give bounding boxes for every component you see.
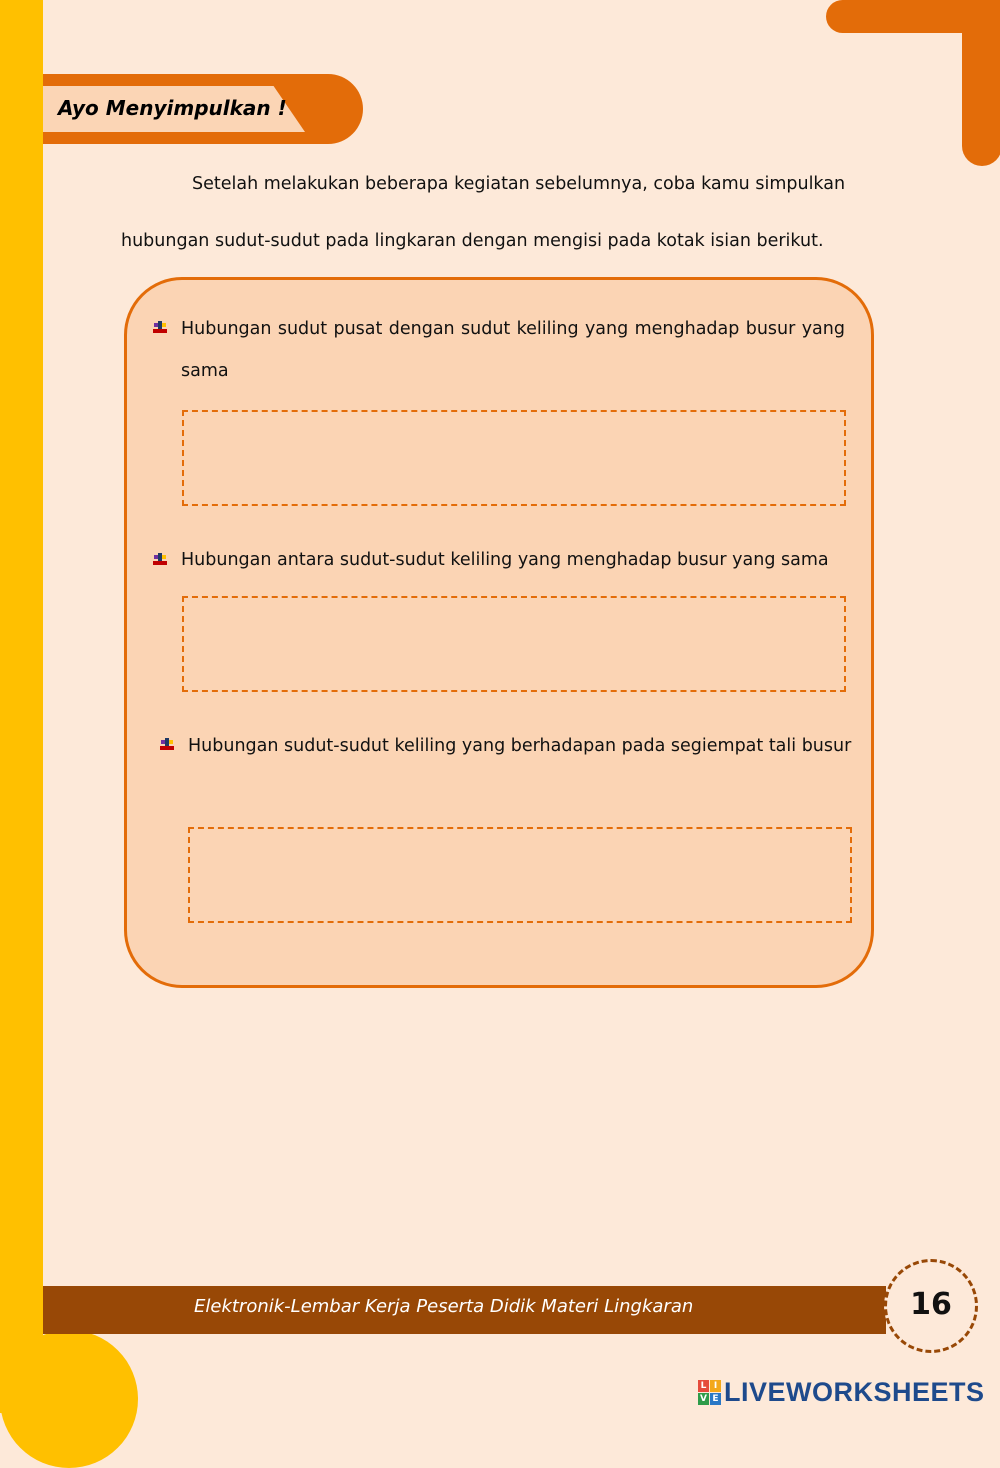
liveworksheets-wordmark: LIVEWORKSHEETS: [724, 1377, 985, 1407]
intro-line-1: Setelah melakukan beberapa kegiatan sebelumnya, coba kamu simpulkan: [192, 174, 846, 194]
bullet-icon: [160, 738, 174, 752]
answer-box-1[interactable]: [182, 410, 846, 506]
question-item-2: [181, 539, 861, 581]
answer-box-2[interactable]: [182, 596, 846, 692]
right-corner-decoration: [962, 0, 1000, 166]
question-text-2: Hubungan antara sudut-sudut keliling yang menghadap busur yang sama: [181, 550, 829, 570]
left-sidebar-stripe: [0, 0, 43, 1413]
answer-box-3[interactable]: [188, 827, 852, 923]
page-number: 16: [884, 1259, 978, 1353]
bullet-icon: [153, 553, 167, 567]
liveworksheets-icon: L I V E: [698, 1380, 722, 1406]
bullet-icon: [153, 321, 167, 335]
intro-line-2: hubungan sudut-sudut pada lingkaran dengan mengisi pada kotak isian berikut.: [121, 231, 824, 251]
question-text-1: Hubungan sudut pusat dengan sudut keliling yang menghadap busur yang sama: [181, 319, 845, 381]
question-item-3: [188, 725, 852, 767]
left-corner-decoration: [0, 1330, 138, 1468]
footer-text: Elektronik-Lembar Kerja Peserta Didik Materi Lingkaran: [194, 1296, 694, 1317]
section-title: Ayo Menyimpulkan !: [58, 96, 287, 120]
section-title-tab: [43, 74, 363, 144]
question-text-3: Hubungan sudut-sudut keliling yang berhadapan pada segiempat tali busur: [188, 736, 852, 756]
question-item-1: [181, 308, 845, 392]
footer-bar: [43, 1286, 886, 1334]
